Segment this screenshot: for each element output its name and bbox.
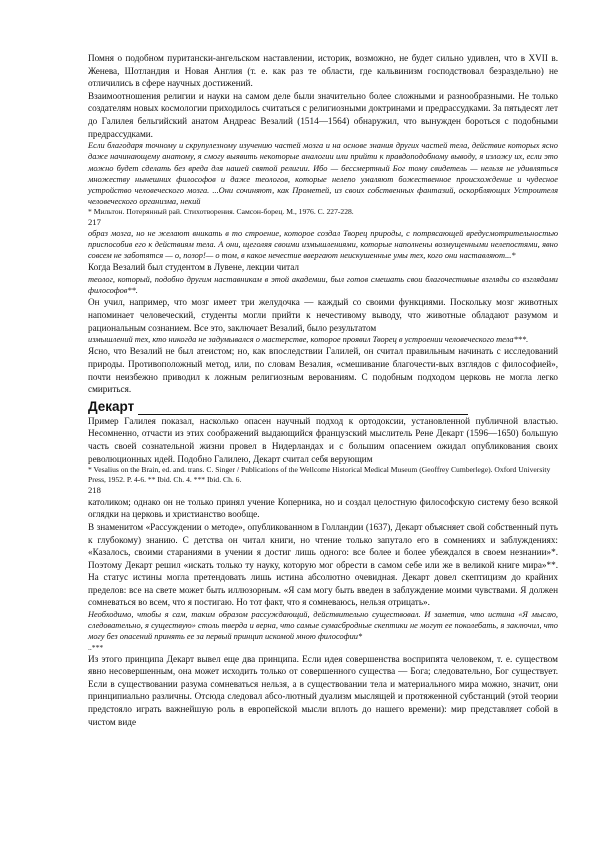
- paragraph-descartes-intro: Пример Галилея показал, насколько опасен научный подход к ортодоксии, установленной публичной властью. Несомненно, отчасти из этих соображений выдающийся французский мыслитель Рене Декарт (1596—1650) большую часть своей сознательной жизни провел в Нидерландах и с большим опасением ожидал опубликования своих революционных идей. Подобно Галилею, Декарт считал себя верующим: [88, 415, 558, 464]
- section-heading-descartes: [88, 399, 558, 415]
- document-page: [88, 52, 558, 728]
- paragraph-calvinism: Помня о подобном пуритански-ангельском наставлении, историк, возможно, не будет сильно удивлен, что в XVII в. Женева, Шотландия и Новая Англия (т. е. как раз те области, где кальвинизм господствовал безраздельно) не отличились в сфере научных достижений.: [88, 53, 558, 89]
- paragraph-ventricles: Он учил, например, что мозг имеет три желудочка — каждый со своими функциями. Поскольку мозг животных напоминает человеческий, студенты могли прийти к нечестивому выводу, что животные обладают разумом и рациональным сознанием. Все это, заключает Везалий, было результатом: [88, 297, 558, 333]
- vesalius-quote-3: теолог, который, подобно другим наставникам в этой академии, был готов смешать свои благочестивые взгляды со взглядами философов**.: [88, 275, 558, 296]
- heading-rule: [138, 402, 468, 415]
- footnote-vesalius-brain: * Vesalius on the Brain, ed. and. trans. C. Singer / Publications of the Wellcome Historical Medical Museum (Geoffrey Cumberlege). Oxford University Press, 1952. P. 4-6. ** Ibid. Ch. 4. *** Ibid. Ch. 6.: [88, 465, 551, 485]
- paragraph-discourse-method: В знаменитом «Рассуждении о методе», опубликованном в Голландии (1637), Декарт объясняет свой собственный путь к глубокому) знанию. С детства он читал книги, но чтение только запутало его в сомнениях и заблуждениях: «Казалось, своими стараниями в учении я достиг лишь одного: все более и более убеждался в своем незнании»*. Поэтому Декарт решил «искать только ту науку, которую мог обрести в самом себе или же в великой книге мира»**. На статус истины могла претендовать лишь истина абсолютно очевидная. Декарт довел скептицизм до крайних пределов: все на свете может быть иллюзорным. «Я сам могу быть введен в заблуждение моими чувствами. Я должен сомневаться во всем, что я постигаю. Но тот факт, что я сомневаюсь, нельзя отрицать».: [88, 521, 558, 608]
- paragraph-louvain: Когда Везалий был студентом в Лувене, лекции читал: [88, 262, 300, 273]
- paragraph-catholic: католиком; однако он не только принял учение Коперника, но и создал целостную философскую систему безо всякой оглядки на церковь и христианство вообще.: [88, 496, 558, 520]
- vesalius-quote-4: измышлений тех, кто никогда не задумывался о мастерстве, которое проявил Творец в устроении человеческого тела***.: [88, 335, 529, 345]
- descartes-cogito-quote: Необходимо, чтобы я сам, таким образом рассуждающий, действительно существовал. И заметив, что истина «Я мыслю, следовательно, я существую» столь тверда и верна, что самые сумасбродные скептики не могут ее поколебать, я заключил, что могу без опасений принять ее за первый принцип искомой мною философии*: [88, 610, 558, 642]
- heading-text: Декарт: [88, 398, 135, 414]
- vesalius-quote-1: Если благодаря точному и скрупулезному изучению частей мозга и на основе знания других частей тела, действие которых ясно даже начинающему анатому, я смогу выявить некоторые аналогии или прийти к правдоподобному выводу, я изложу их, если это можно будет сделать без вреда для нашей святой религии. Ибо — бессмертный Бог тому свидетель — нельзя не удивляться множеству нынешних философов и даже теологов, которые нелепо умаляют божественное происхождение и чудесное устройство человеческого мозга. ...Они сочиняют, как Прометей, из своих собственных фантазий, оскорбляющих Устроителя человеческого организма, некий: [88, 141, 558, 207]
- footnote-milton: * Мильтон. Потерянный рай. Стихотворения. Самсон-борец. М., 1976. С. 227-228.: [88, 207, 354, 217]
- vesalius-quote-2: образ мозга, но не желают вникать в то строение, которое создал Творец природы, с потрясающей вредусмотрительностью приспособив его к действиям тела. А они, щеголяя своими измышлениями, которые наполнены возмущенными нелепостями, явно совсем не заботятся — о, позор!— о том, в какое нечестие ввергают неискушенные умы тех, кого они наставляют...*: [88, 228, 558, 261]
- page-number-217: 217: [88, 217, 101, 228]
- paragraph-dualism: Из этого принципа Декарт вывел еще два принципа. Если идея совершенства восприпята человеком, т. е. существом явно несовершенным, она может исходить только от совершенного существа — Бога; следовательно, Бог существует. Если в существовании разума сомневаться нельзя, а в существовании тела и материального мира можно, значит, они принципиально различны. Отсюда следовал абсо-лютный дуализм мыслящей и протяженной субстанций (этой теории предстояло играть важнейшую роль в европейской мысли вплоть до нашего времени): мир представляет собой в чистом виде: [88, 653, 558, 727]
- footnote-markers: ..***: [88, 642, 104, 652]
- paragraph-religion-science: Взаимоотношения религии и науки на самом деле были значительно более сложными и разнообразными. Не только создателям новых космологии приходилось считаться с религиозными доктринами и предрассудками. За пятьдесят лет до Галилея бельгийский анатом Андреас Везалий (1514—1564) обнаружил, что вынужден бороться с подобными предрассудками.: [88, 90, 558, 139]
- page-number-218: 218: [88, 485, 101, 496]
- paragraph-vesalius-not-atheist: Ясно, что Везалий не был атеистом; но, как впоследствии Галилей, он считал правильным начинать с исследований природы. Противоположный метод, или, по словам Везалия, «смешивание благочести-вых взглядов с философией», почти неизбежно приводил к ложным религиозным верованиям. С подобным подходом церковь не могла легко смириться.: [88, 346, 558, 395]
